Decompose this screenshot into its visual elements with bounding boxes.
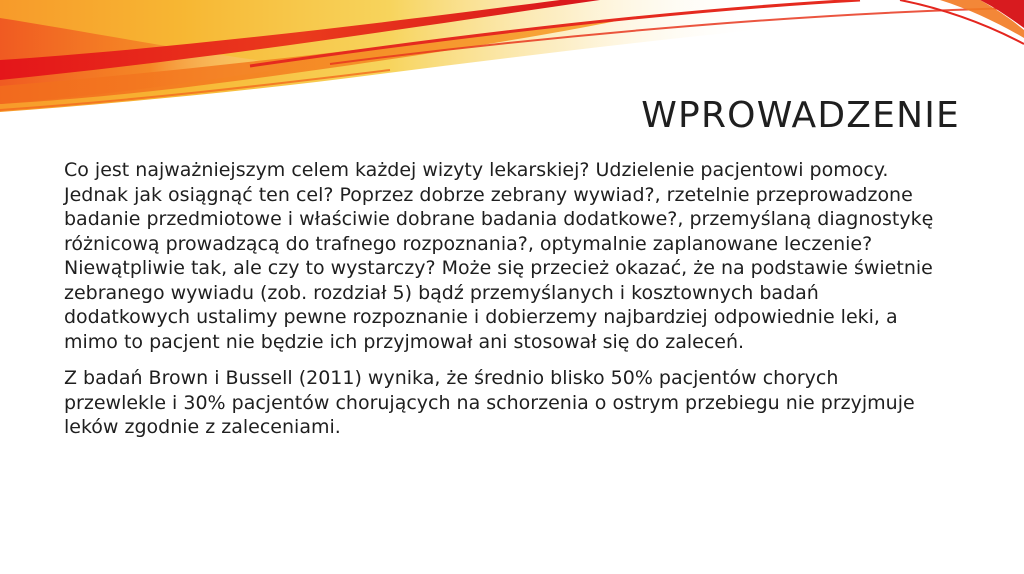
slide-body [64, 158, 944, 452]
paragraph-intro: Co jest najważniejszym celem każdej wizyty lekarskiej? Udzielenie pacjentowi pomocy. Jednak jak osiągnąć ten cel? Poprzez dobrze zebrany wywiad?, rzetelnie przeprowadzone badanie przedmiotowe i właściwie dobrane badania dodatkowe?, przemyślaną diagnostykę różnicową prowadzącą do trafnego rozpoznania?, optymalnie zaplanowane leczenie? Niewątpliwie tak, ale czy to wystarczy? Może się przecież okazać, że na podstawie świetnie zebranego wywiadu (zob. rozdział 5) bądź przemyślanych i kosztownych badań dodatkowych ustalimy pewne rozpoznanie i dobierzemy najbardziej odpowiednie leki, a mimo to pacjent nie będzie ich przyjmował ani stosował się do zaleceń. [64, 159, 934, 353]
paragraph-statistics: Z badań Brown i Bussell (2011) wynika, że średnio blisko 50% pacjentów chorych przewlekle i 30% pacjentów chorujących na schorzenia o ostrym przebiegu nie przyjmuje leków zgodnie z zaleceniami. [64, 367, 915, 438]
slide-title: WPROWADZENIE [641, 95, 960, 136]
